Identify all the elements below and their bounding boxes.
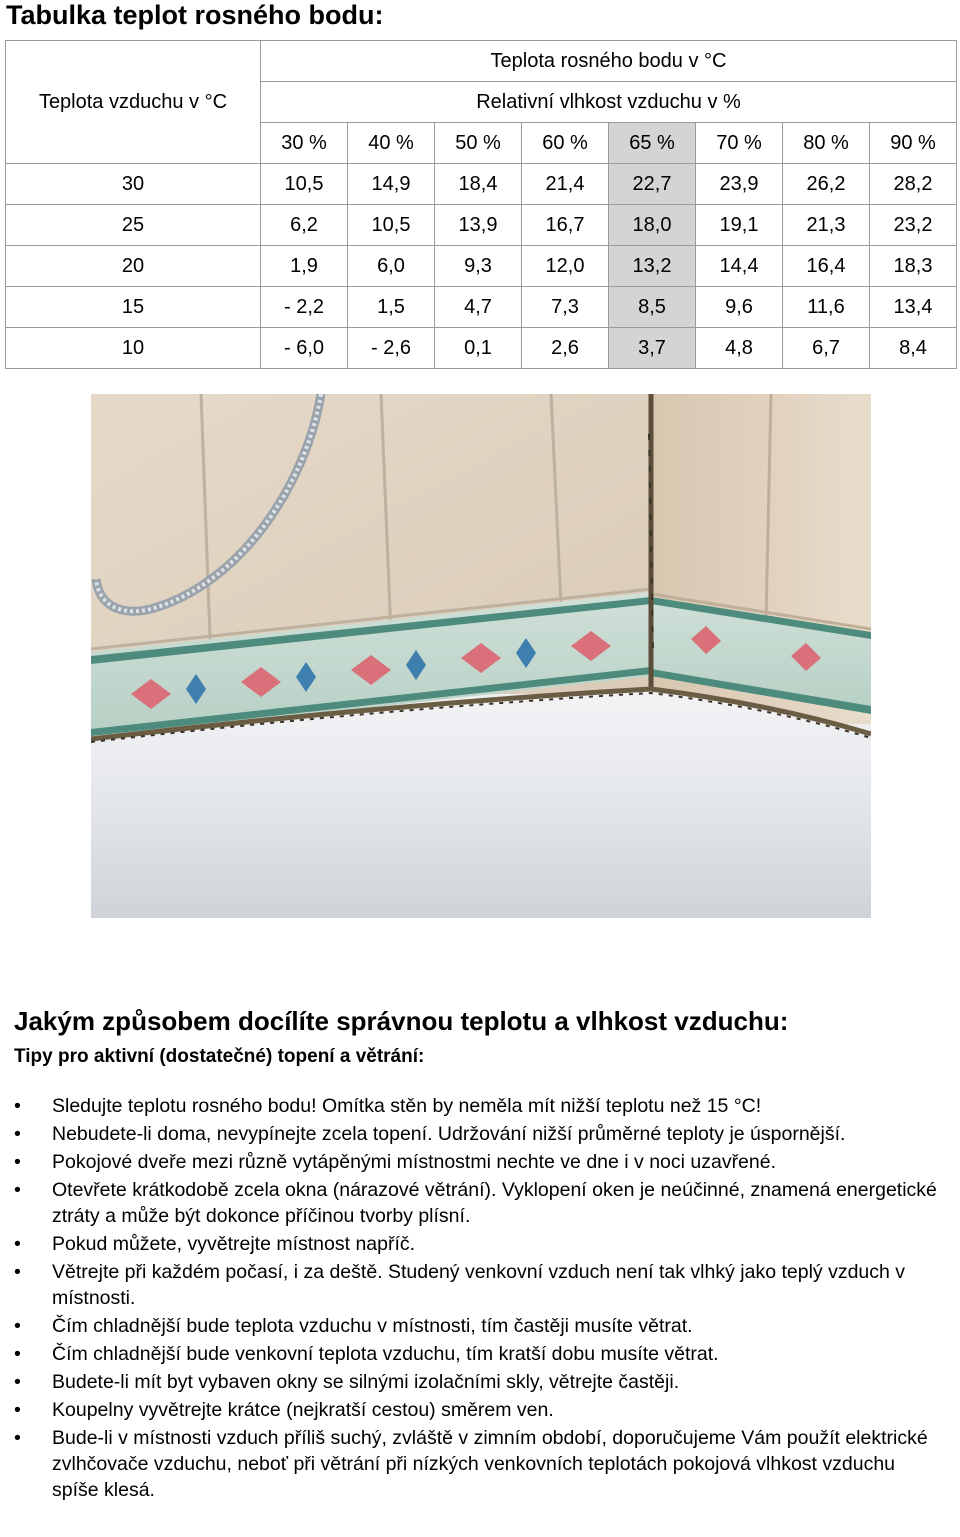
dew-point-cell: 21,3 xyxy=(783,205,870,246)
tip-text: Pokud můžete, vyvětrejte místnost napříč. xyxy=(52,1233,416,1255)
dew-point-header: Teplota rosného bodu v °C xyxy=(261,41,957,82)
tip-text: Otevřete krátkodobě zcela okna (nárazové větrání). Vyklopení oken je neúčinné, znamená energetické ztráty a může být dokonce příčinou tvorby plísní. xyxy=(52,1179,937,1227)
tip-text: Sledujte teplotu rosného bodu! Omítka stěn by neměla mít nižší teplotu než 15 °C! xyxy=(52,1095,762,1117)
tip-text: Větrejte při každém počasí, i za deště. Studený venkovní vzduch není tak vlhký jako teplý vzduch v místnosti. xyxy=(52,1261,906,1309)
dew-point-cell: 18,4 xyxy=(435,164,522,205)
list-item xyxy=(14,1177,944,1229)
humidity-header: Relativní vlhkost vzduchu v % xyxy=(261,82,957,123)
dew-point-cell: 4,7 xyxy=(435,287,522,328)
list-item xyxy=(14,1369,944,1395)
humidity-column-header: 30 % xyxy=(261,123,348,164)
mold-bathroom-photo xyxy=(91,394,871,918)
tip-text: Koupelny vyvětrejte krátce (nejkratší cestou) směrem ven. xyxy=(52,1399,554,1421)
dew-point-cell: 6,2 xyxy=(261,205,348,246)
dew-point-cell: 8,4 xyxy=(870,328,957,369)
section-heading: Jakým způsobem docílíte správnou teplotu a vlhkost vzduchu: xyxy=(14,1006,789,1036)
tip-text: Pokojové dveře mezi různě vytápěnými místnostmi nechte ve dne i v noci uzavřené. xyxy=(52,1151,777,1173)
air-temperature-cell: 30 xyxy=(6,164,261,205)
dew-point-cell: 6,0 xyxy=(348,246,435,287)
air-temperature-header: Teplota vzduchu v °C xyxy=(6,41,261,164)
tip-text: Nebudete-li doma, nevypínejte zcela topení. Udržování nižší průměrné teploty je úspornější. xyxy=(52,1123,846,1145)
tip-text: Čím chladnější bude venkovní teplota vzduchu, tím kratší dobu musíte větrat. xyxy=(52,1343,719,1365)
bullet-icon: • xyxy=(14,1151,21,1173)
humidity-column-header: 65 % xyxy=(609,123,696,164)
humidity-column-header: 90 % xyxy=(870,123,957,164)
list-item xyxy=(14,1341,944,1367)
dew-point-cell: - 2,6 xyxy=(348,328,435,369)
dew-point-cell: 13,4 xyxy=(870,287,957,328)
dew-point-cell: 14,9 xyxy=(348,164,435,205)
table-row xyxy=(6,328,957,369)
table-row xyxy=(6,287,957,328)
dew-point-cell: 13,2 xyxy=(609,246,696,287)
dew-point-cell: 16,7 xyxy=(522,205,609,246)
dew-point-cell: 10,5 xyxy=(261,164,348,205)
dew-point-cell: 1,9 xyxy=(261,246,348,287)
dew-point-cell: 2,6 xyxy=(522,328,609,369)
humidity-column-header: 40 % xyxy=(348,123,435,164)
bullet-icon: • xyxy=(14,1179,21,1201)
bullet-icon: • xyxy=(14,1371,21,1393)
dew-point-cell: 21,4 xyxy=(522,164,609,205)
humidity-column-header: 50 % xyxy=(435,123,522,164)
humidity-column-header: 70 % xyxy=(696,123,783,164)
dew-point-cell: 26,2 xyxy=(783,164,870,205)
list-item xyxy=(14,1149,944,1175)
dew-point-cell: 6,7 xyxy=(783,328,870,369)
page-title: Tabulka teplot rosného bodu: xyxy=(6,0,384,30)
dew-point-cell: 18,0 xyxy=(609,205,696,246)
bullet-icon: • xyxy=(14,1343,21,1365)
list-item xyxy=(14,1231,944,1257)
bullet-icon: • xyxy=(14,1315,21,1337)
bullet-icon: • xyxy=(14,1123,21,1145)
dew-point-table xyxy=(5,40,957,369)
list-item xyxy=(14,1121,944,1147)
dew-point-cell: 28,2 xyxy=(870,164,957,205)
table-row xyxy=(6,164,957,205)
dew-point-cell: 14,4 xyxy=(696,246,783,287)
dew-point-cell: 1,5 xyxy=(348,287,435,328)
dew-point-cell: 18,3 xyxy=(870,246,957,287)
dew-point-cell: 3,7 xyxy=(609,328,696,369)
tip-text: Budete-li mít byt vybaven okny se silnými izolačními skly, větrejte častěji. xyxy=(52,1371,680,1393)
humidity-column-header: 80 % xyxy=(783,123,870,164)
bullet-icon: • xyxy=(14,1261,21,1283)
dew-point-cell: 12,0 xyxy=(522,246,609,287)
humidity-column-header: 60 % xyxy=(522,123,609,164)
dew-point-cell: 8,5 xyxy=(609,287,696,328)
dew-point-cell: 0,1 xyxy=(435,328,522,369)
dew-point-cell: 11,6 xyxy=(783,287,870,328)
bullet-icon: • xyxy=(14,1427,21,1449)
list-item xyxy=(14,1093,944,1119)
dew-point-cell: 9,6 xyxy=(696,287,783,328)
list-item xyxy=(14,1313,944,1339)
air-temperature-cell: 25 xyxy=(6,205,261,246)
dew-point-cell: 16,4 xyxy=(783,246,870,287)
air-temperature-cell: 15 xyxy=(6,287,261,328)
dew-point-cell: 10,5 xyxy=(348,205,435,246)
bullet-icon: • xyxy=(14,1095,21,1117)
dew-point-cell: 19,1 xyxy=(696,205,783,246)
bullet-icon: • xyxy=(14,1399,21,1421)
tip-text: Bude-li v místnosti vzduch příliš suchý, zvláště v zimním období, doporučujeme Vám použít elektrické zvlhčovače vzduchu, neboť při větrání při nízkých venkovních teplotách pokojová vlhkost vzduchu spíše klesá. xyxy=(52,1427,928,1501)
list-item xyxy=(14,1259,944,1311)
air-temperature-cell: 20 xyxy=(6,246,261,287)
list-item xyxy=(14,1425,944,1503)
section-subheading: Tipy pro aktivní (dostatečné) topení a větrání: xyxy=(14,1046,425,1067)
table-row xyxy=(6,205,957,246)
tips-list xyxy=(14,1093,944,1505)
table-row xyxy=(6,246,957,287)
dew-point-cell: - 2,2 xyxy=(261,287,348,328)
dew-point-cell: 23,9 xyxy=(696,164,783,205)
dew-point-cell: 4,8 xyxy=(696,328,783,369)
list-item xyxy=(14,1397,944,1423)
dew-point-cell: 22,7 xyxy=(609,164,696,205)
dew-point-cell: 13,9 xyxy=(435,205,522,246)
dew-point-cell: 9,3 xyxy=(435,246,522,287)
bullet-icon: • xyxy=(14,1233,21,1255)
dew-point-cell: - 6,0 xyxy=(261,328,348,369)
dew-point-cell: 7,3 xyxy=(522,287,609,328)
dew-point-cell: 23,2 xyxy=(870,205,957,246)
tip-text: Čím chladnější bude teplota vzduchu v místnosti, tím častěji musíte větrat. xyxy=(52,1315,693,1337)
air-temperature-cell: 10 xyxy=(6,328,261,369)
